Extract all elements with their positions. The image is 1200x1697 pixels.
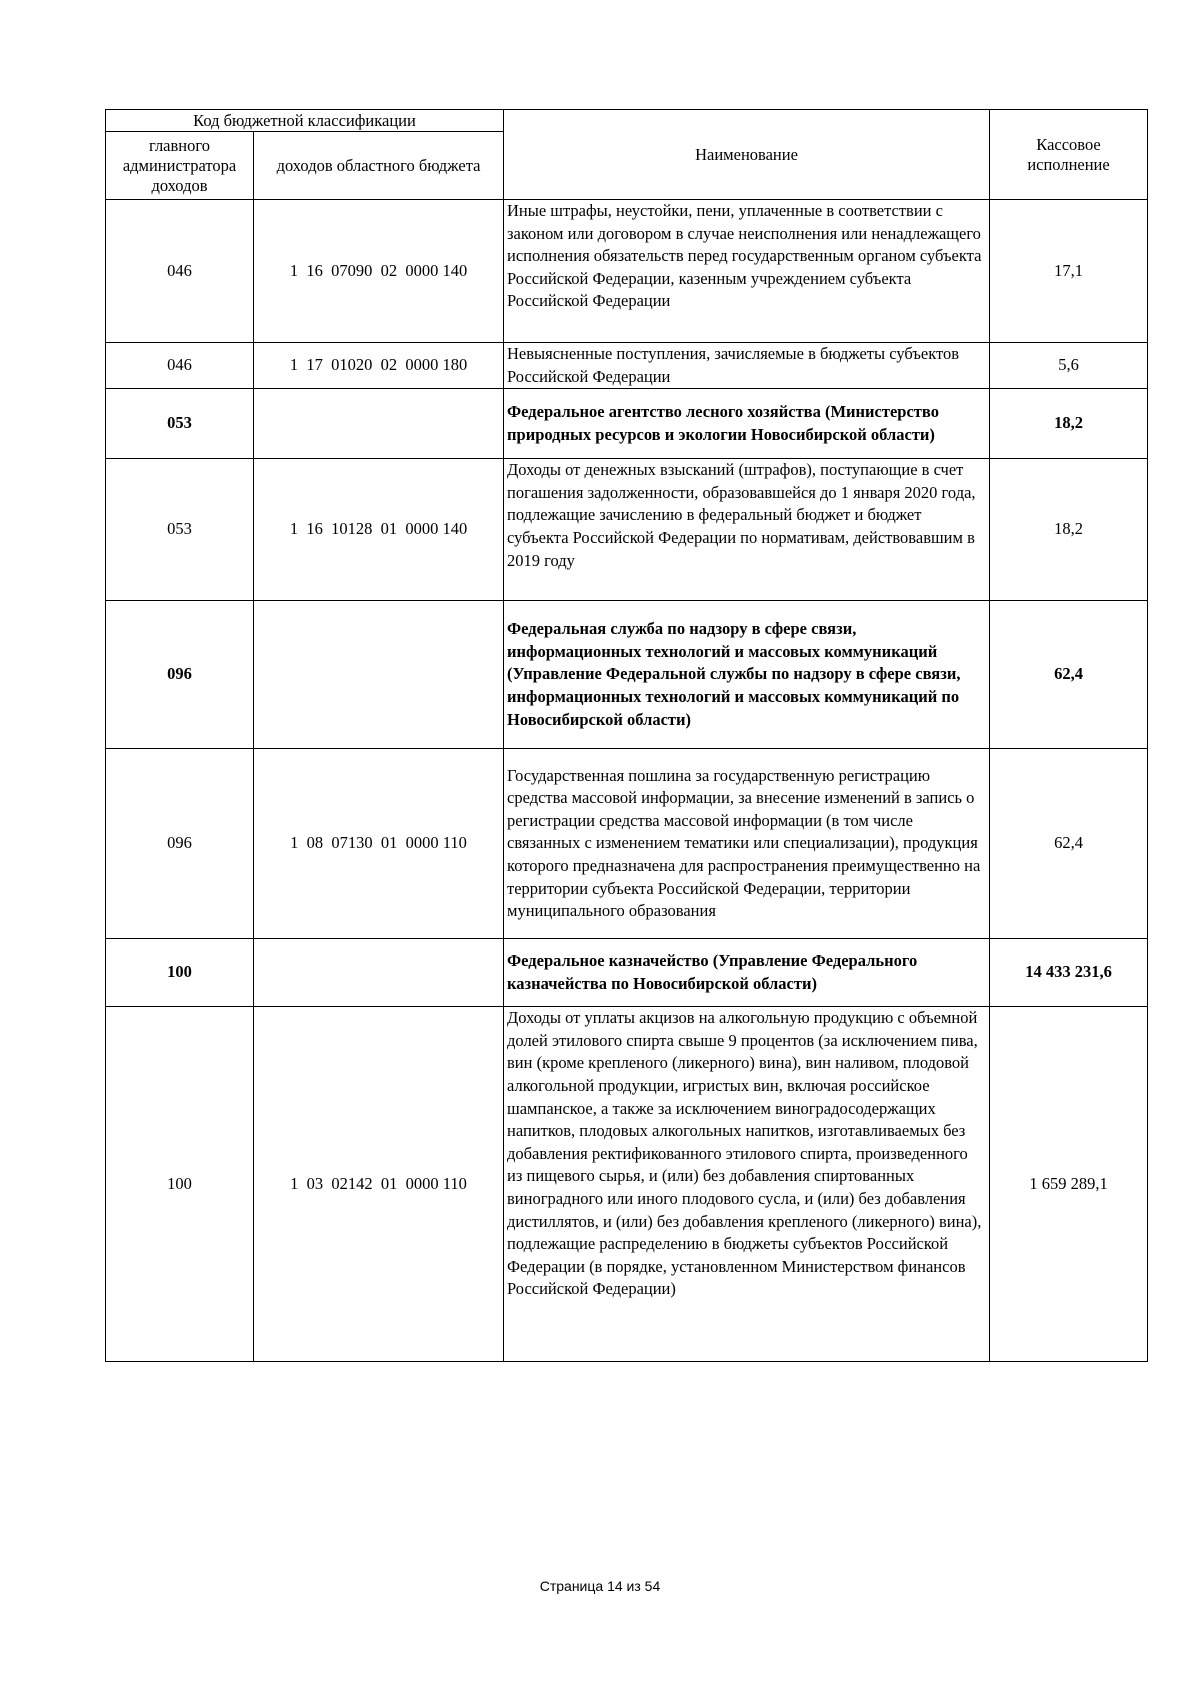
admin-code-cell: 100 — [106, 1007, 254, 1362]
admin-code-cell: 046 — [106, 200, 254, 343]
budget-code-cell: 1 16 10128 01 0000 140 — [254, 459, 504, 601]
name-cell: Федеральная служба по надзору в сфере связи, информационных технологий и массовых коммуникаций (Управление Федеральной службы по надзору в сфере связи, информационных технологий и массовых коммуникаций по Новосибирской области) — [504, 601, 990, 749]
name-cell: Федеральное казначейство (Управление Федерального казначейства по Новосибирской области) — [504, 939, 990, 1007]
amount-cell: 1 659 289,1 — [990, 1007, 1148, 1362]
budget-code-cell — [254, 601, 504, 749]
name-cell: Невыясненные поступления, зачисляемые в бюджеты субъектов Российской Федерации — [504, 343, 990, 389]
admin-code-cell: 053 — [106, 389, 254, 459]
table-row — [106, 939, 1148, 1007]
name-cell: Доходы от денежных взысканий (штрафов), поступающие в счет погашения задолженности, образовавшейся до 1 января 2020 года, подлежащие зачислению в федеральный бюджет и бюджет субъекта Российской Федерации по нормативам, действовавшим в 2019 году — [504, 459, 990, 601]
name-cell: Федеральное агентство лесного хозяйства (Министерство природных ресурсов и экологии Новосибирской области) — [504, 389, 990, 459]
budget-code-cell: 1 08 07130 01 0000 110 — [254, 749, 504, 939]
amount-cell: 18,2 — [990, 389, 1148, 459]
budget-code-cell: 1 03 02142 01 0000 110 — [254, 1007, 504, 1362]
table-header — [106, 110, 1148, 200]
header-name: Наименование — [504, 110, 990, 200]
amount-cell: 14 433 231,6 — [990, 939, 1148, 1007]
header-regional-budget-income: доходов областного бюджета — [254, 132, 504, 200]
amount-cell: 62,4 — [990, 601, 1148, 749]
amount-cell: 17,1 — [990, 200, 1148, 343]
admin-code-cell: 096 — [106, 601, 254, 749]
budget-code-cell: 1 17 01020 02 0000 180 — [254, 343, 504, 389]
admin-code-cell: 046 — [106, 343, 254, 389]
table-row — [106, 343, 1148, 389]
name-cell: Доходы от уплаты акцизов на алкогольную продукцию с объемной долей этилового спирта свыше 9 процентов (за исключением пива, вин (кроме крепленого (ликерного) вина), вин наливом, плодовой алкогольной продукции, игристых вин, включая российское шампанское, а также за исключением виноградосодержащих напитков, плодовых алкогольных напитков, изготавливаемых без добавления ректификованного этилового спирта, произведенного из пищевого сырья, и (или) без добавления спиртованных виноградного или иного плодового сусла, и (или) без добавления дистиллятов, и (или) без добавления крепленого (ликерного) вина), подлежащие распределению в бюджеты субъектов Российской Федерации (в порядке, установленном Министерством финансов Российской Федерации) — [504, 1007, 990, 1362]
table-row — [106, 200, 1148, 343]
amount-cell: 62,4 — [990, 749, 1148, 939]
table-row — [106, 749, 1148, 939]
table-body — [106, 200, 1148, 1362]
budget-code-cell: 1 16 07090 02 0000 140 — [254, 200, 504, 343]
amount-cell: 5,6 — [990, 343, 1148, 389]
header-main-administrator: главного администратора доходов — [106, 132, 254, 200]
table-row — [106, 389, 1148, 459]
header-classification-code: Код бюджетной классификации — [106, 110, 504, 132]
name-cell: Государственная пошлина за государственную регистрацию средства массовой информации, за внесение изменений в запись о регистрации средства массовой информации (в том числе связанных с изменением тематики или специализации), продукция которого предназначена для распространения преимущественно на территории субъекта Российской Федерации, территории муниципального образования — [504, 749, 990, 939]
header-cash-execution: Кассовое исполнение — [990, 110, 1148, 200]
name-cell: Иные штрафы, неустойки, пени, уплаченные в соответствии с законом или договором в случае неисполнения или ненадлежащего исполнения обязательств перед государственным органом субъекта Российской Федерации, казенным учреждением субъекта Российской Федерации — [504, 200, 990, 343]
table-row — [106, 459, 1148, 601]
budget-code-cell — [254, 939, 504, 1007]
table-row — [106, 601, 1148, 749]
admin-code-cell: 053 — [106, 459, 254, 601]
page-number: Страница 14 из 54 — [539, 1578, 661, 1594]
table-row — [106, 1007, 1148, 1362]
admin-code-cell: 100 — [106, 939, 254, 1007]
amount-cell: 18,2 — [990, 459, 1148, 601]
admin-code-cell: 096 — [106, 749, 254, 939]
budget-code-cell — [254, 389, 504, 459]
budget-classification-table — [105, 109, 1148, 1362]
